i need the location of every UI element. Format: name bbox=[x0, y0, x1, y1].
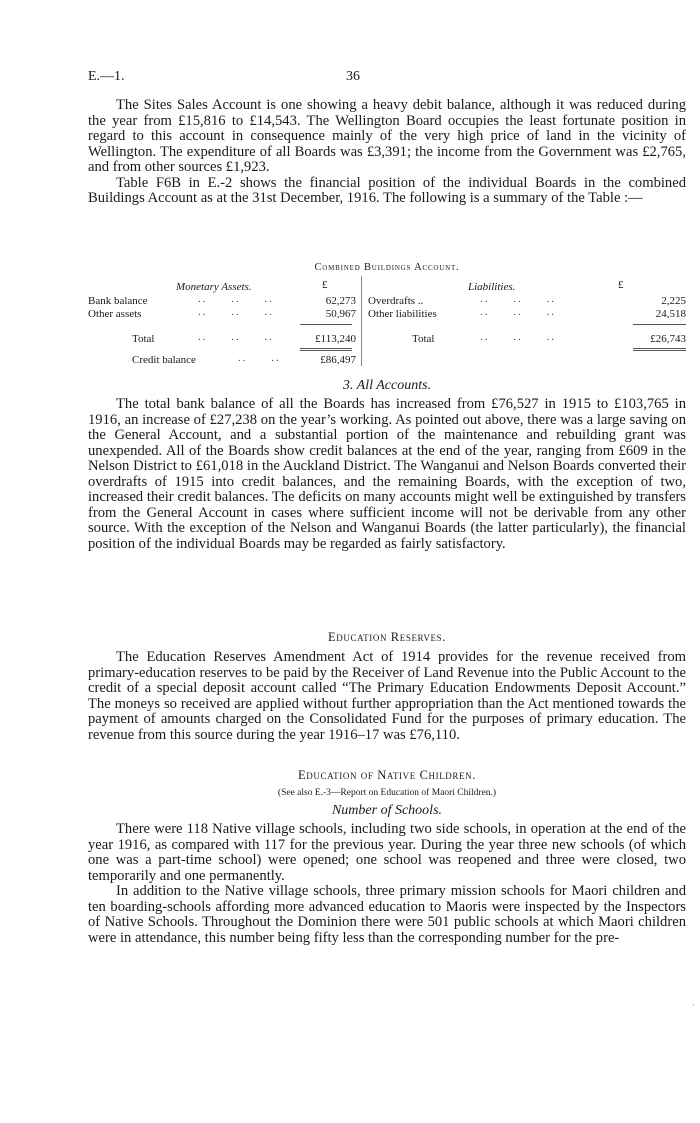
education-reserves-heading: Education Reserves. bbox=[328, 630, 446, 644]
assets-header: Monetary Assets. bbox=[176, 281, 252, 293]
liabilities-currency-symbol: £ bbox=[618, 279, 624, 291]
margin-mark: · bbox=[692, 1000, 695, 1010]
leader-dots: .. .. .. bbox=[198, 306, 274, 318]
education-reserves-section bbox=[88, 650, 686, 743]
asset-row-value: 50,967 bbox=[325, 308, 356, 320]
paragraph-all-accounts: The total bank balance of all the Boards has increased from £76,527 in 1915 to £103,765 in 1916, an increase of £27,238 on the year’s working. As pointed out above, there was a large saving on the General Account, and a substantial portion of the maintenance and rebuilding grant was unexpended. All of the Boards show credit balances at the end of the year, ranging from £609 in the Nelson District to £61,018 in the Auckland District. The Wanganui and Nelson Boards converted their overdrafts of 1915 into credit balances, and the remaining Boards, with the exception of two, increased their credit balances. The deficits on many accounts might well be extinguished by transfers from the General Account in cases where sufficient income will not be derivable from any other source. With the exception of the Nelson and Wanganui Boards (the latter particularly), the financial position of the individual Boards may be regarded as fairly satisfactory. bbox=[88, 396, 686, 552]
credit-balance-value: £86,497 bbox=[320, 354, 356, 366]
leader-dots: .. .. .. bbox=[480, 293, 556, 305]
intro-section bbox=[88, 98, 686, 207]
all-accounts-section bbox=[88, 397, 686, 552]
liability-row-value: 2,225 bbox=[661, 295, 686, 307]
leader-dots: .. .. .. bbox=[198, 331, 274, 343]
liability-row-label: Overdrafts .. bbox=[368, 295, 424, 307]
assets-total-label: Total bbox=[132, 333, 155, 345]
asset-row-label: Other assets bbox=[88, 308, 142, 320]
paragraph-native-village-schools: There were 118 Native village schools, including two side schools, in operation at the end of the year 1916, as compared with 117 for the previous year. During the year three new schools (of which one was a part-time school) were opened; one school was reopened and three were closed, two temporarily and one permanently. bbox=[88, 821, 686, 884]
liabilities-total-label: Total bbox=[412, 333, 435, 345]
assets-currency-symbol: £ bbox=[322, 279, 328, 291]
paragraph-mission-schools: In addition to the Native village schools, three primary mission schools for Maori children and ten boarding-schools affording more advanced education to Maoris were inspected by the Inspectors of Native Schools. Throughout the Dominion there were 501 public schools at which Maori children were in attendance, this number being fifty less than the corresponding number for the pre- bbox=[88, 883, 686, 946]
asset-row-label: Bank balance bbox=[88, 295, 148, 307]
number-of-schools-heading: Number of Schools. bbox=[331, 803, 443, 818]
leader-dots: .. .. .. bbox=[480, 306, 556, 318]
subtotal-rule bbox=[633, 324, 686, 325]
total-rule bbox=[633, 348, 686, 349]
paragraph-table-intro: Table F6B in E.-2 shows the financial position of the individual Boards in the combined Buildings Account as at the 31st December, 1916. The following is a summary of the Table :— bbox=[88, 174, 686, 206]
leader-dots: .. .. .. bbox=[198, 293, 274, 305]
leader-dots: .. .. .. bbox=[480, 331, 556, 343]
paragraph-sites-sales: The Sites Sales Account is one showing a heavy debit balance, although it was reduced during the year from £15,816 to £14,543. The Wellington Board occupies the least fortunate position in regard to this account in consequence mainly of the very high price of land in the vicinity of Wellington. The expenditure of all Boards was £3,391; the income from the Government was £2,765, and from other sources £1,923. bbox=[88, 97, 686, 175]
page-number: 36 bbox=[346, 69, 360, 84]
native-schools-section bbox=[88, 822, 686, 946]
total-rule bbox=[633, 350, 686, 351]
leader-dots: .. .. bbox=[238, 352, 281, 364]
all-accounts-heading: 3. All Accounts. bbox=[342, 378, 432, 393]
credit-balance-label: Credit balance bbox=[132, 354, 196, 366]
paragraph-education-reserves: The Education Reserves Amendment Act of 1914 provides for the revenue received from primary-education reserves to be paid by the Receiver of Land Revenue into the Public Account to the credit of a special deposit account called “The Primary Education Endowments Deposit Account.” The moneys so received are applied without further appropriation than the Act mentioned towards the payment of amounts charged on the Consolidated Fund for the purposes of primary education. The revenue from this source during the year 1916–17 was £76,110. bbox=[88, 649, 686, 743]
cross-reference-note: (See also E.-3—Report on Education of Maori Children.) bbox=[277, 788, 497, 798]
liabilities-total-value: £26,743 bbox=[650, 333, 686, 345]
subtotal-rule bbox=[300, 324, 352, 325]
total-rule bbox=[300, 350, 352, 351]
asset-row-value: 62,273 bbox=[325, 295, 356, 307]
liability-row-value: 24,518 bbox=[655, 308, 686, 320]
liability-row-label: Other liabilities bbox=[368, 308, 437, 320]
running-head bbox=[88, 69, 608, 87]
document-reference: E.—1. bbox=[88, 69, 125, 84]
native-children-heading: Education of Native Children. bbox=[298, 768, 476, 782]
assets-total-value: £113,240 bbox=[315, 333, 356, 345]
table-caption: Combined Buildings Account. bbox=[314, 262, 460, 273]
total-rule bbox=[300, 348, 352, 349]
column-divider bbox=[361, 276, 362, 366]
buildings-account-table bbox=[88, 262, 686, 368]
liabilities-header: Liabilities. bbox=[468, 281, 516, 293]
